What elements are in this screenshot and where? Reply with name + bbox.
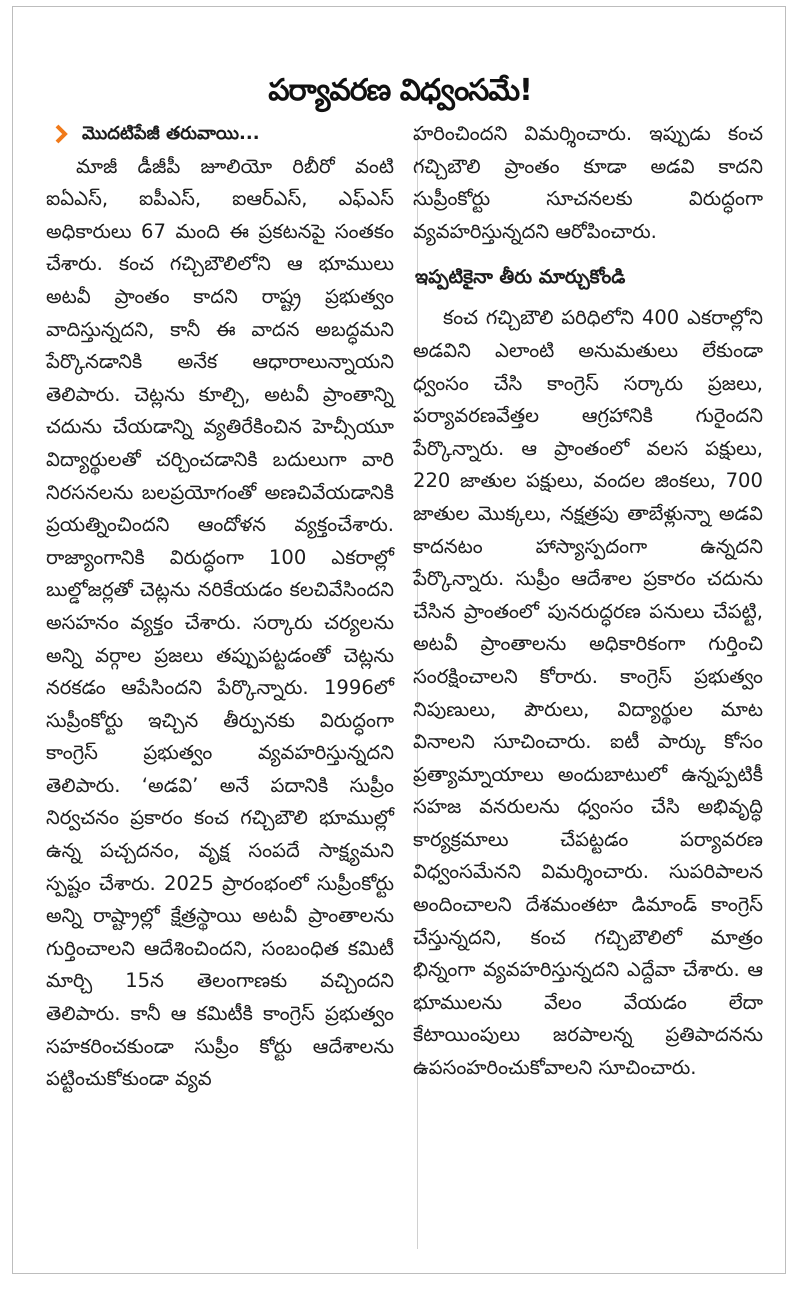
left-column (46, 118, 394, 1096)
right-column (413, 118, 763, 1085)
chevron-right-icon (54, 124, 68, 144)
right-body-paragraph: కంచ గచ్చిబౌలి పరిధిలోని 400 ఎకరాల్లోని అడవిని ఎలాంటి అనుమతులు లేకుండా ధ్వంసం చేసి కాంగ్రెస్ సర్కారు ప్రజలు, పర్యావరణవేత్తల ఆగ్రహానికి గురైందని పేర్కొన్నారు. ఆ ప్రాంతంలో వలస పక్షులు, 220 జాతుల పక్షులు, వందల జింకలు, 700 జాతుల మొక్కలు, నక్షత్రపు తాబేళ్లున్నా అడవి కాదనటం హాస్యాస్పదంగా ఉన్నదని పేర్కొన్నారు. సుప్రీం ఆదేశాల ప్రకారం చదును చేసిన ప్రాంతంలో పునరుద్ధరణ పనులు చేపట్టి, అటవీ ప్రాంతాలను అధికారికంగా గుర్తించి సంరక్షించాలని కోరారు. కాంగ్రెస్ ప్రభుత్వం నిపుణులు, పౌరులు, విద్యార్థుల మాట వినాలని సూచించారు. ఐటీ పార్కు కోసం ప్రత్యామ్నాయాలు అందుబాటులో ఉన్నప్పటికీ సహజ వనరులను ధ్వంసం చేసి అభివృద్ధి కార్యక్రమాలు చేపట్టడం పర్యావరణ విధ్వంసమేనని విమర్శించారు. సుపరిపాలన అందించాలని దేశమంతటా డిమాండ్ కాంగ్రెస్ చేస్తున్నదని, కంచ గచ్చిబౌలిలో మాత్రం భిన్నంగా వ్యవహరిస్తున్నదని ఎద్దేవా చేశారు. ఆ భూములను వేలం వేయడం లేదా కేటాయింపులు జరపాలన్న ప్రతిపాదనను ఉపసంహరించుకోవాలని సూచించారు. (413, 306, 763, 1080)
section-subheading: ఇప్పటికైనా తీరు మార్చుకోండి (415, 266, 626, 289)
kicker-label: మొదటిపేజీ తరువాయి... (82, 123, 260, 144)
article-headline: పర్యావరణ విధ్వంసమే! (268, 73, 532, 109)
right-continuation-paragraph: హరించిందని విమర్శించారు. ఇప్పుడు కంచ గచ్చిబౌలి ప్రాంతం కూడా అడవి కాదని సుప్రీంకోర్టు సూచనలకు విరుద్ధంగా వ్యవహరిస్తున్నదని ఆరోపించారు. (413, 122, 763, 243)
continuation-kicker (46, 118, 394, 151)
left-body-paragraph: మాజీ డీజీపీ జూలియో రిబీరో వంటి ఐఏఎస్, ఐపీఎస్, ఐఆర్ఎస్, ఎఫ్ఎస్ అధికారులు 67 మంది ఈ ప్రకటనపై సంతకం చేశారు. కంచ గచ్చిబౌలిలోని ఆ భూములు అటవీ ప్రాంతం కాదని రాష్ట్ర ప్రభుత్వం వాదిస్తున్నదని, కానీ ఈ వాదన అబద్ధమని పేర్కొనడానికి అనేక ఆధారాలున్నాయని తెలిపారు. చెట్లను కూల్చి, అటవీ ప్రాంతాన్ని చదును చేయడాన్ని వ్యతిరేకించిన హెచ్సీయూ విద్యార్థులతో చర్చించడానికి బదులుగా వారి నిరసనలను బలప్రయోగంతో అణచివేయడానికి ప్రయత్నించిందని ఆందోళన వ్యక్తంచేశారు. రాజ్యాంగానికి విరుద్ధంగా 100 ఎకరాల్లో బుల్డోజర్లతో చెట్లను నరికేయడం కలచివేసిందని అసహనం వ్యక్తం చేశారు. సర్కారు చర్యలను అన్ని వర్గాల ప్రజలు తప్పుపట్టడంతో చెట్లను నరకడం ఆపేసిందని పేర్కొన్నారు. 1996లో సుప్రీంకోర్టు ఇచ్చిన తీర్పునకు విరుద్ధంగా కాంగ్రెస్ ప్రభుత్వం వ్యవహరిస్తున్నదని తెలిపారు. ‘అడవి’ అనే పదానికి సుప్రీం నిర్వచనం ప్రకారం కంచ గచ్చిబౌలి భూముల్లో ఉన్న పచ్చదనం, వృక్ష సంపదే సాక్ష్యమని స్పష్టం చేశారు. 2025 ప్రారంభంలో సుప్రీంకోర్టు అన్ని రాష్ట్రాల్లో క్షేత్రస్థాయి అటవీ ప్రాంతాలను గుర్తించాలని ఆదేశించిందని, సంబంధిత కమిటీ మార్చి 15న తెలంగాణకు వచ్చిందని తెలిపారు. కానీ ఆ కమిటీకి కాంగ్రెస్ ప్రభుత్వం సహకరించకుండా సుప్రీం కోర్టు ఆదేశాలను పట్టించుకోకుండా వ్యవ (46, 154, 394, 1091)
